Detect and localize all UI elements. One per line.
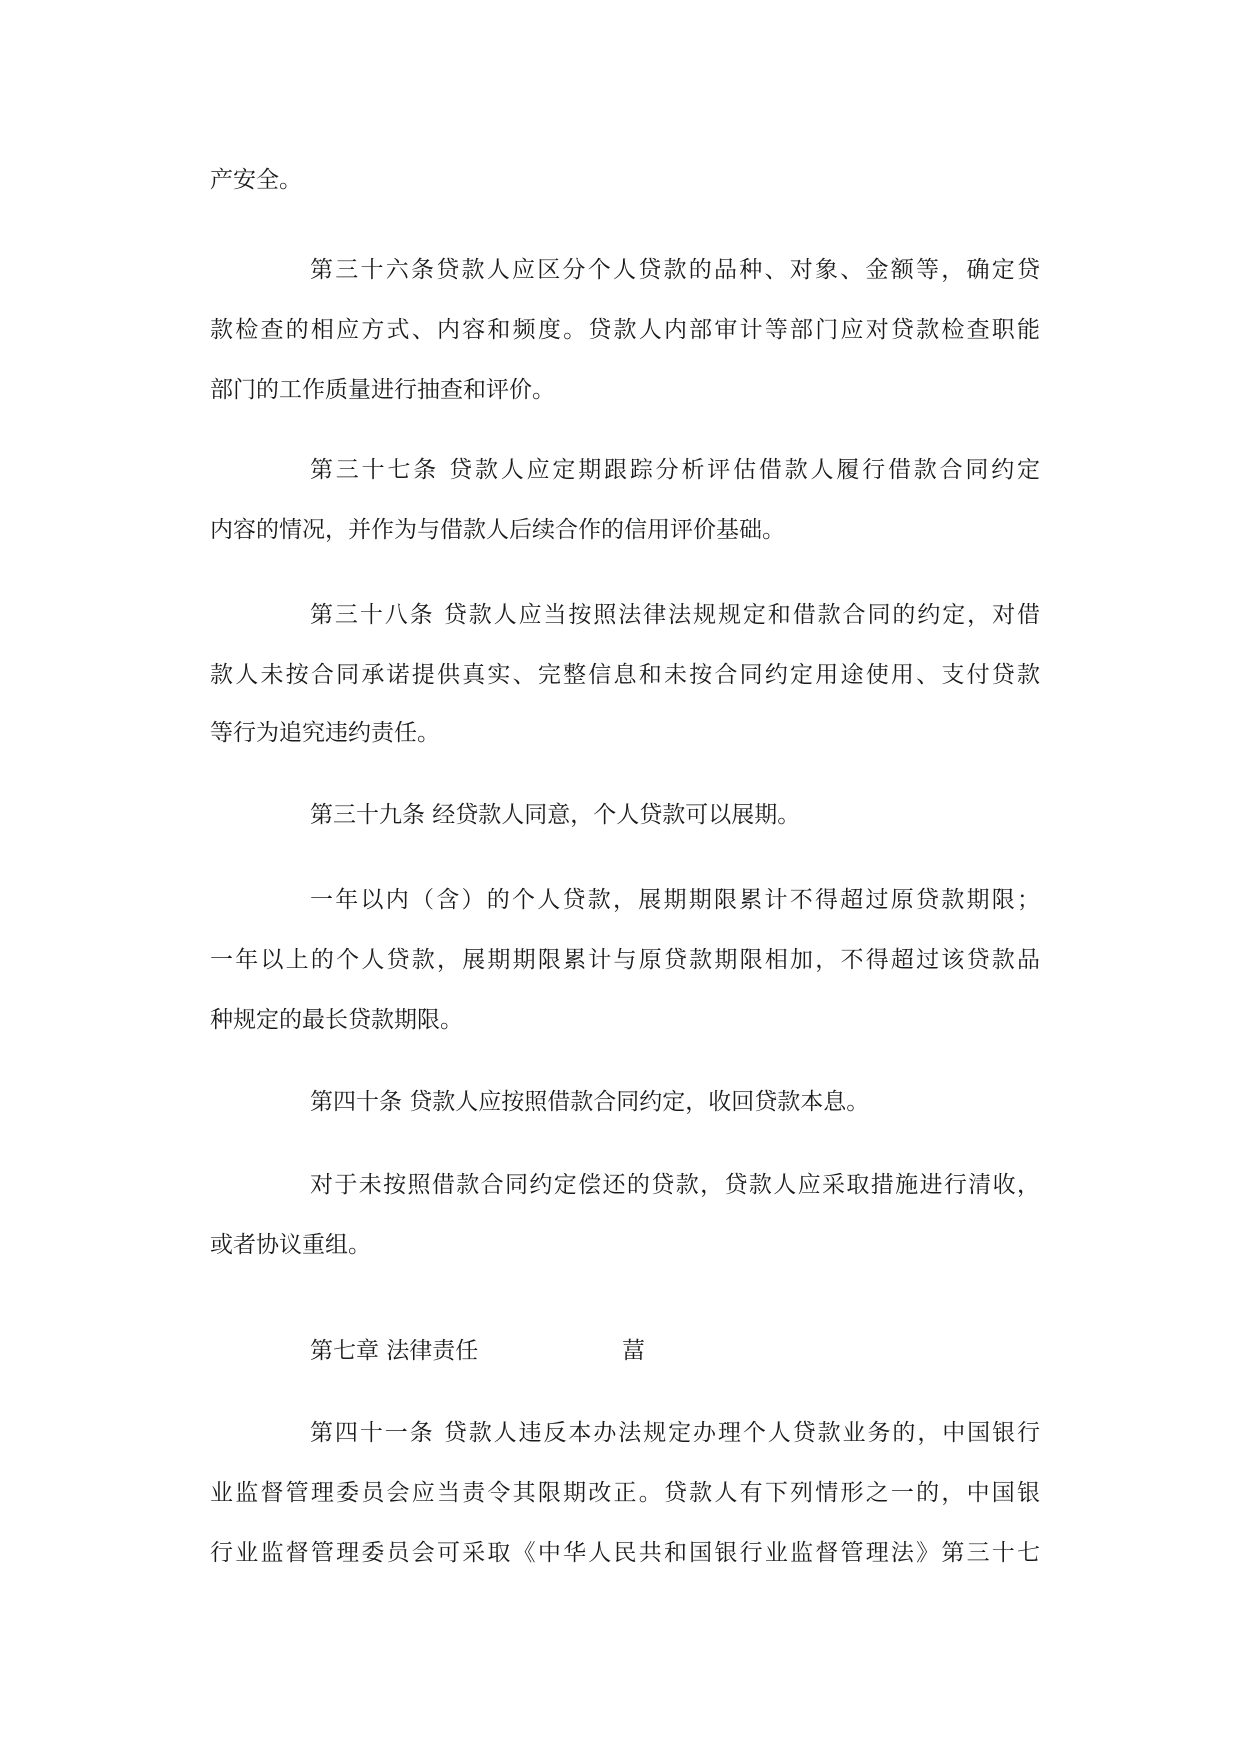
stray-character: 葍 [622,1338,645,1364]
text-line: 一年以上的个人贷款，展期期限累计与原贷款期限相加，不得超过该贷款品 [210,947,1040,973]
text-line: 第三十九条 经贷款人同意，个人贷款可以展期。 [310,802,801,828]
text-line: 部门的工作质量进行抽查和评价。 [210,377,555,403]
text-line: 业监督管理委员会应当责令其限期改正。贷款人有下列情形之一的，中国银 [210,1480,1040,1506]
text-line: 行业监督管理委员会可采取《中华人民共和国银行业监督管理法》第三十七 [210,1540,1040,1566]
chapter-heading: 第七章 法律责任 [310,1338,479,1364]
text-line: 种规定的最长贷款期限。 [210,1007,463,1033]
text-line: 第四十一条 贷款人违反本办法规定办理个人贷款业务的，中国银行 [310,1420,1040,1446]
text-line: 款检查的相应方式、内容和频度。贷款人内部审计等部门应对贷款检查职能 [210,317,1040,343]
text-line: 一年以内（含）的个人贷款，展期期限累计不得超过原贷款期限； [310,887,1040,913]
text-line: 第三十六条贷款人应区分个人贷款的品种、对象、金额等，确定贷 [310,257,1040,283]
text-line: 对于未按照借款合同约定偿还的贷款，贷款人应采取措施进行清收， [310,1172,1040,1198]
text-line: 等行为追究违约责任。 [210,720,440,746]
text-line: 第三十八条 贷款人应当按照法律法规规定和借款合同的约定，对借 [310,602,1040,628]
text-line: 第三十七条 贷款人应定期跟踪分析评估借款人履行借款合同约定 [310,457,1040,483]
text-line: 内容的情况，并作为与借款人后续合作的信用评价基础。 [210,517,785,543]
text-line: 款人未按合同承诺提供真实、完整信息和未按合同约定用途使用、支付贷款 [210,662,1040,688]
text-line: 第四十条 贷款人应按照借款合同约定，收回贷款本息。 [310,1089,870,1115]
text-line: 或者协议重组。 [210,1232,371,1258]
text-line: 产安全。 [210,167,302,193]
